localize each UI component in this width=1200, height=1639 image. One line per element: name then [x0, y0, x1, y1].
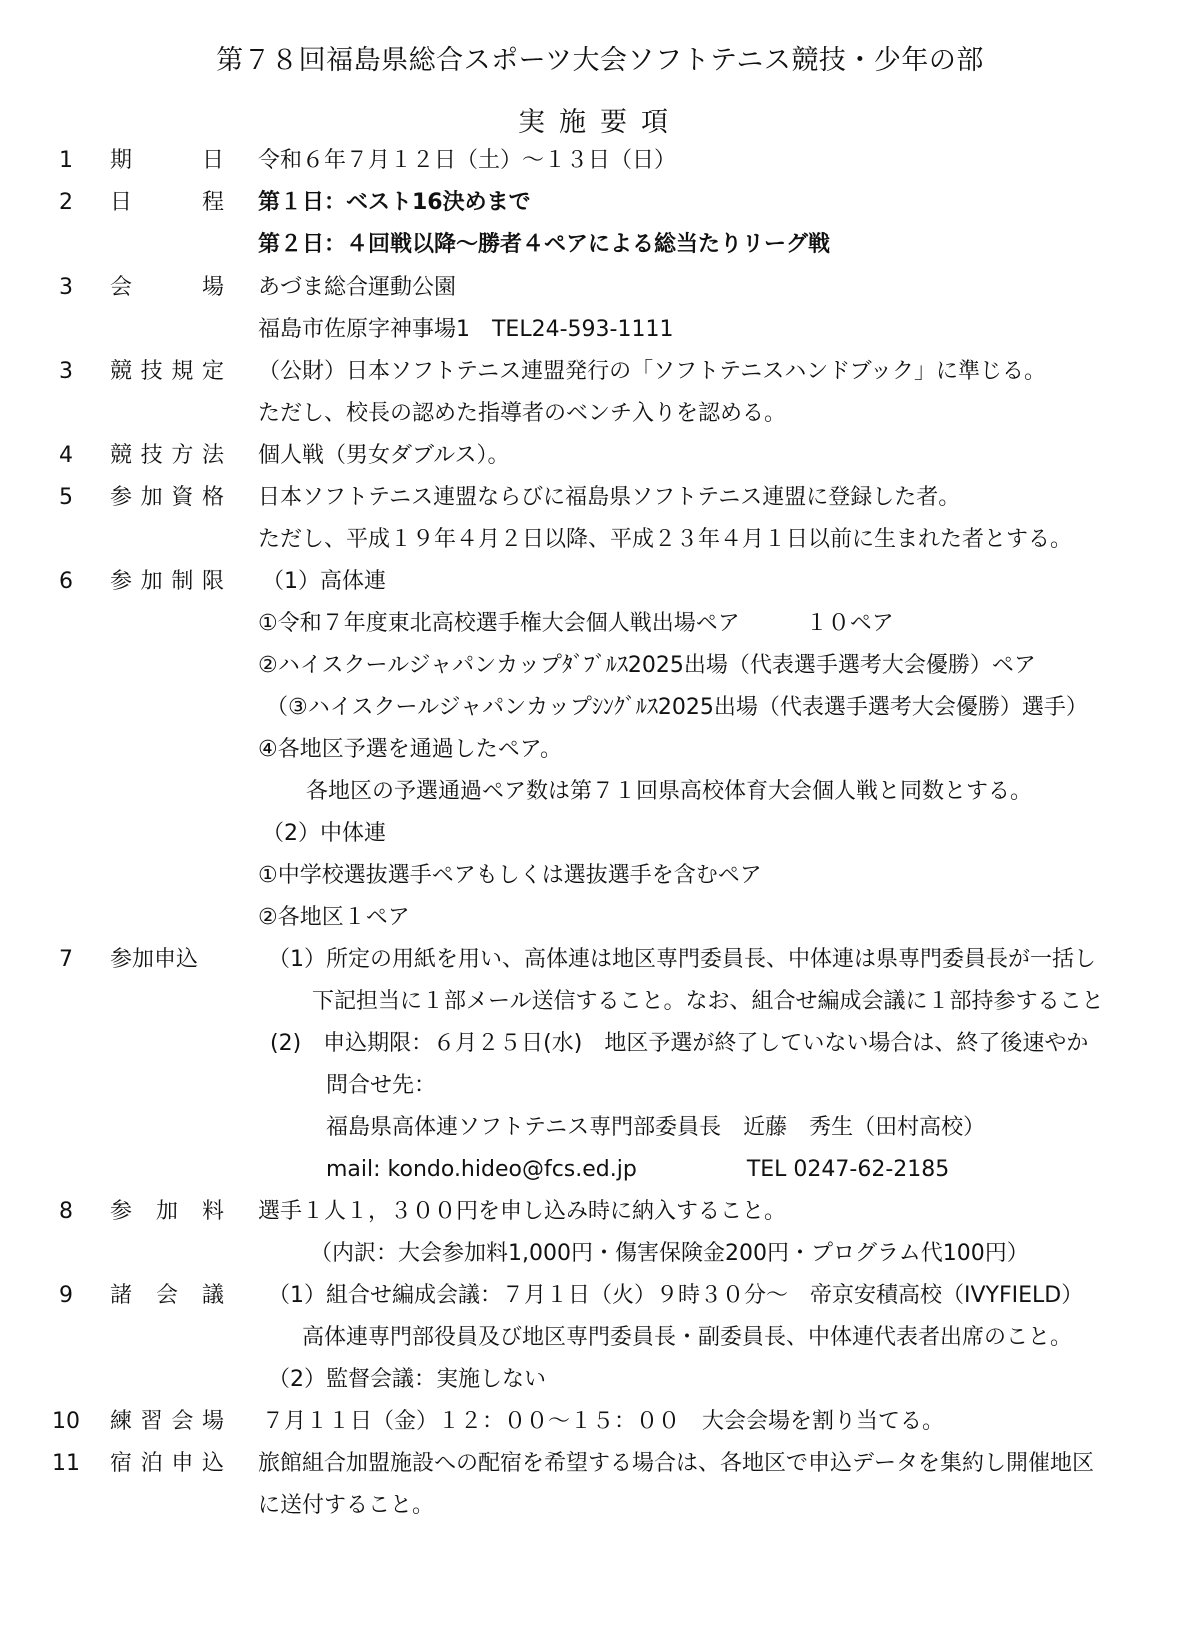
section-line: ①令和７年度東北高校選手権大会個人戦出場ペア １０ペア — [258, 611, 894, 636]
section-venue — [0, 268, 1200, 308]
section-application-line — [0, 1150, 1200, 1190]
section-label: 参加制限 — [110, 569, 224, 594]
section-application-line — [0, 1024, 1200, 1064]
section-label: 参加資格 — [110, 485, 224, 510]
section-line: （2）監督会議：実施しない — [268, 1367, 546, 1392]
section-line: ただし、平成１９年４月２日以降、平成２３年４月１日以前に生まれた者とする。 — [258, 527, 1073, 552]
section-limits-line — [0, 646, 1200, 686]
section-meetings-line — [0, 1360, 1200, 1400]
section-lodging — [0, 1444, 1200, 1484]
section-line: 第２日：４回戦以降～勝者４ペアによる総当たりリーグ戦 — [258, 232, 831, 257]
section-number: 6 — [59, 569, 73, 594]
section-number: 3 — [59, 359, 73, 384]
section-line: 下記担当に１部メール送信すること。なお、組合せ編成会議に１部持参すること — [312, 989, 1104, 1014]
section-number: 8 — [59, 1199, 73, 1224]
section-line: 旅館組合加盟施設への配宿を希望する場合は、各地区で申込データを集約し開催地区 — [258, 1451, 1095, 1476]
section-meetings-line — [0, 1318, 1200, 1358]
section-number: 2 — [59, 190, 73, 215]
section-line: あづま総合運動公園 — [258, 275, 457, 300]
section-line: 問合せ先： — [326, 1073, 437, 1098]
section-line: (2) 申込期限：６月２５日(水) 地区予選が終了していない場合は、終了後速やか — [270, 1031, 1089, 1056]
section-label: 競技規定 — [110, 359, 224, 384]
section-line: ７月１１日（金）１２：００～１５：００ 大会会場を割り当てる。 — [262, 1409, 945, 1434]
section-line: 各地区の予選通過ペア数は第７１回県高校体育大会個人戦と同数とする。 — [306, 779, 1033, 804]
section-fee-line2 — [0, 1234, 1200, 1274]
section-line: 第１日：ベスト16決めまで — [258, 190, 531, 215]
section-label: 諸会議 — [110, 1283, 224, 1308]
section-line: ただし、校長の認めた指導者のベンチ入りを認める。 — [258, 401, 787, 426]
section-label: 練習会場 — [110, 1409, 224, 1434]
section-line: 令和６年７月１２日（土）～１３日（日） — [258, 148, 677, 173]
section-limits-line — [0, 898, 1200, 938]
section-number: 11 — [52, 1451, 80, 1476]
section-label: 参加申込 — [110, 947, 199, 972]
section-line: ①中学校選抜選手ペアもしくは選抜選手を含むペア — [258, 863, 762, 888]
contact-email-phone: mail: kondo.hideo@fcs.ed.jp TEL 0247-62-2185 — [326, 1157, 950, 1182]
section-application — [0, 940, 1200, 980]
section-schedule — [0, 183, 1200, 223]
section-eligibility-line2 — [0, 520, 1200, 560]
section-format — [0, 436, 1200, 476]
section-schedule-line2 — [0, 225, 1200, 265]
section-number: 3 — [59, 275, 73, 300]
section-label: 日程 — [110, 190, 224, 215]
section-lodging-line2 — [0, 1486, 1200, 1526]
section-application-line — [0, 1108, 1200, 1148]
section-label: 宿泊申込 — [110, 1451, 224, 1476]
section-limits-line — [0, 604, 1200, 644]
section-limits-line — [0, 772, 1200, 812]
section-limits-line — [0, 730, 1200, 770]
section-number: 7 — [59, 947, 73, 972]
section-line: 個人戦（男女ダブルス）。 — [258, 443, 510, 468]
section-line: 日本ソフトテニス連盟ならびに福島県ソフトテニス連盟に登録した者。 — [258, 485, 961, 510]
section-number: 9 — [59, 1283, 73, 1308]
section-line: （1）高体連 — [262, 569, 386, 594]
section-venue-line2 — [0, 310, 1200, 350]
section-rules-line2 — [0, 394, 1200, 434]
section-label: 期日 — [110, 148, 224, 173]
section-line: （公財）日本ソフトテニス連盟発行の「ソフトテニスハンドブック」に準じる。 — [258, 359, 1047, 384]
section-label: 参加料 — [110, 1199, 224, 1224]
section-line: （1）所定の用紙を用い、高体連は地区専門委員長、中体連は県専門委員長が一括し — [268, 947, 1096, 972]
section-schedule-date — [0, 141, 1200, 181]
page-title: 第７８回福島県総合スポーツ大会ソフトテニス競技・少年の部 — [216, 45, 984, 76]
section-label: 競技方法 — [110, 443, 224, 468]
section-line: ④各地区予選を通過したペア。 — [258, 737, 562, 762]
section-line: 福島市佐原字神事場1 TEL24-593-1111 — [258, 317, 674, 342]
section-application-line — [0, 1066, 1200, 1106]
section-line: （2）中体連 — [262, 821, 386, 846]
section-rules — [0, 352, 1200, 392]
section-label: 会場 — [110, 275, 224, 300]
section-line: に送付すること。 — [258, 1493, 435, 1518]
section-line: 高体連専門部役員及び地区専門委員長・副委員長、中体連代表者出席のこと。 — [302, 1325, 1073, 1350]
section-number: 5 — [59, 485, 73, 510]
section-line: （1）組合せ編成会議：７月１日（火）９時３０分～ 帝京安積高校（IVYFIELD） — [268, 1283, 1084, 1308]
section-number: 10 — [52, 1409, 80, 1434]
section-fee — [0, 1192, 1200, 1232]
section-limits-line — [0, 814, 1200, 854]
section-application-line — [0, 982, 1200, 1022]
section-line: （③ハイスクールジャパンカップｼﾝｸﾞﾙｽ2025出場（代表選手選考大会優勝）選手） — [266, 695, 1088, 720]
section-number: 1 — [59, 148, 73, 173]
section-limits-line — [0, 856, 1200, 896]
section-line: ②各地区１ペア — [258, 905, 410, 930]
section-practice — [0, 1402, 1200, 1442]
section-line: 選手１人１，３００円を申し込み時に納入すること。 — [258, 1199, 787, 1224]
page-subtitle: 実施要項 — [518, 107, 682, 138]
section-line: 福島県高体連ソフトテニス専門部委員長 近藤 秀生（田村高校） — [326, 1115, 986, 1140]
section-meetings — [0, 1276, 1200, 1316]
section-eligibility — [0, 478, 1200, 518]
section-limits-line — [0, 688, 1200, 728]
section-limits — [0, 562, 1200, 602]
section-line: ②ハイスクールジャパンカップﾀﾞﾌﾞﾙｽ2025出場（代表選手選考大会優勝）ペア — [258, 653, 1036, 678]
section-line: （内訳：大会参加料1,000円・傷害保険金200円・プログラム代100円） — [310, 1241, 1029, 1266]
section-number: 4 — [59, 443, 73, 468]
